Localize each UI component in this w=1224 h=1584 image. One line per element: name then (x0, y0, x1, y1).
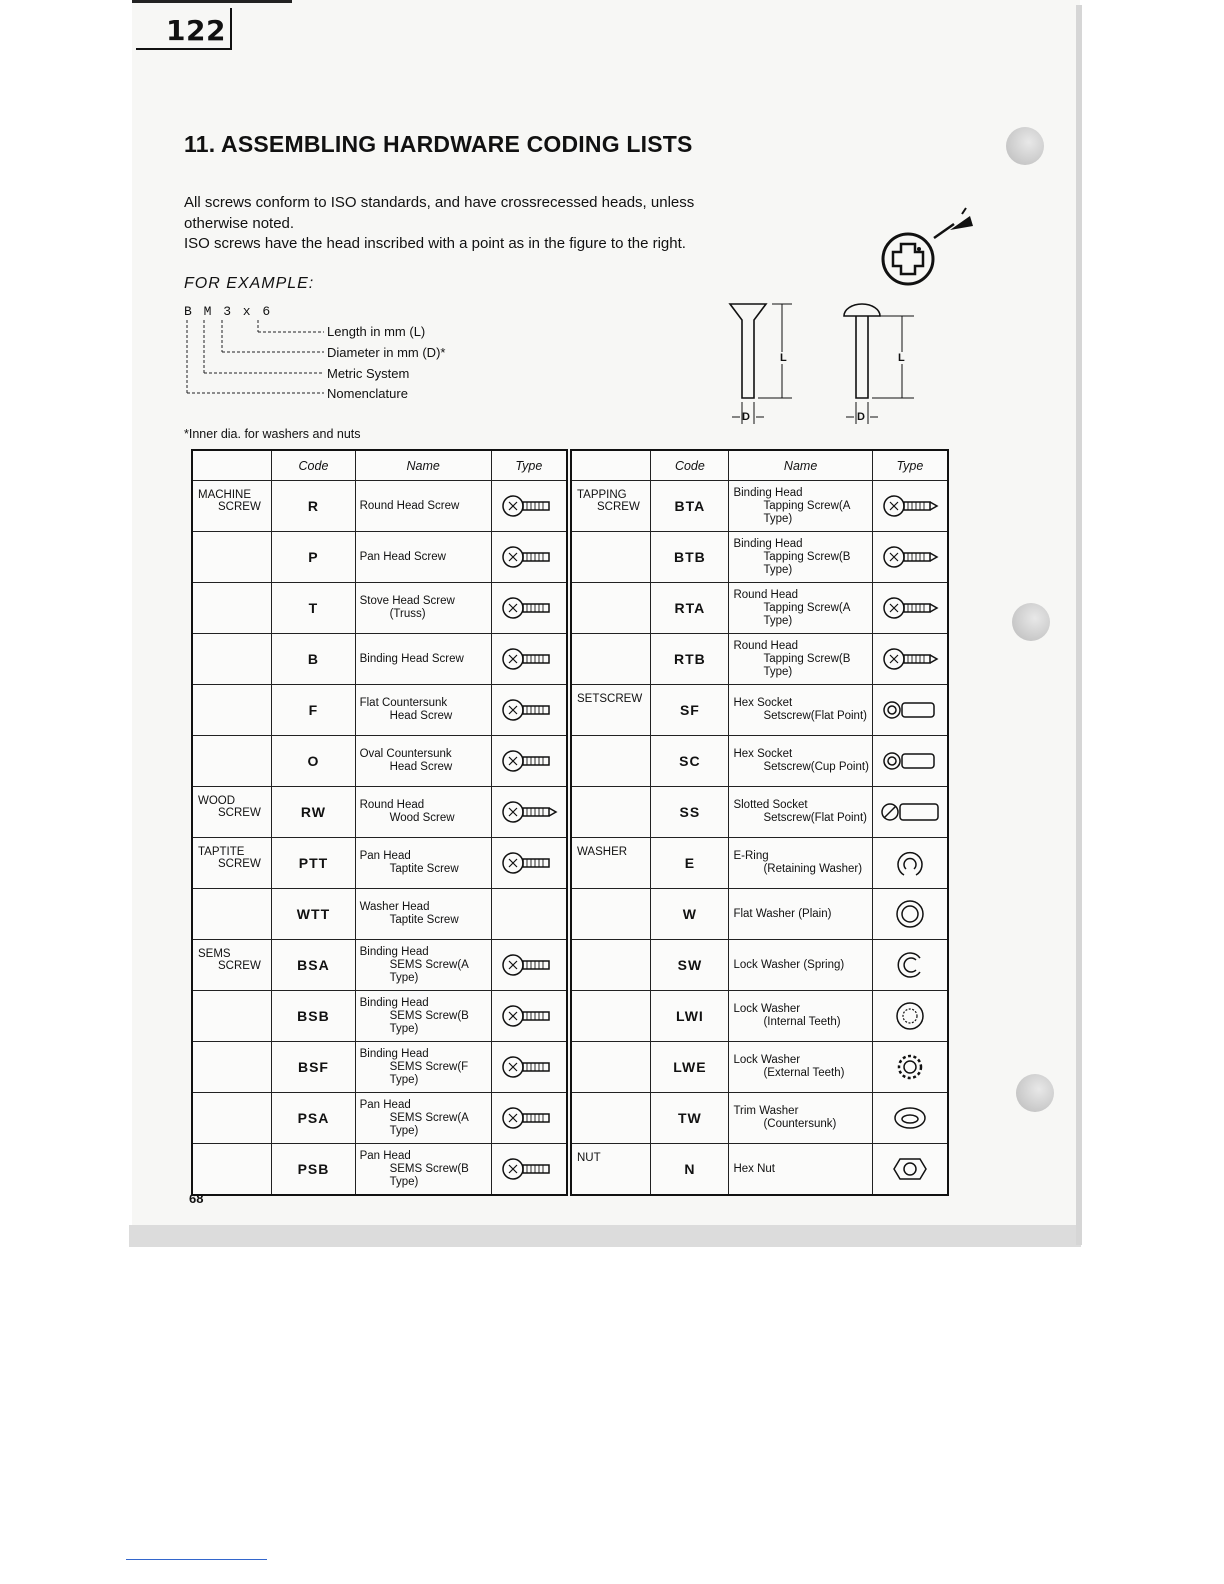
code-cell: W (651, 889, 729, 940)
table-row (571, 940, 948, 991)
hex-nut-icon (882, 1153, 938, 1185)
name-cell (355, 481, 491, 532)
name-line: Tapping Screw(B Type) (763, 550, 851, 576)
type-cell (491, 583, 567, 634)
name-line: Setscrew(Flat Point) (763, 710, 867, 722)
code-header: Code (272, 450, 355, 481)
oval-countersunk-screw-icon (500, 748, 558, 774)
name-line: Binding Head Screw (359, 652, 464, 665)
breakdown-lines (184, 318, 334, 402)
type-cell (872, 838, 948, 889)
name-cell (355, 940, 491, 991)
name-line: Binding Head (359, 1047, 429, 1060)
type-cell (491, 991, 567, 1042)
metric-label: Metric System (327, 366, 410, 381)
name-line: (Retaining Washer) (763, 863, 863, 875)
name-line: Head Screw (389, 710, 453, 722)
category-cell (571, 940, 651, 991)
intro-line: otherwise noted. (184, 214, 295, 232)
flat-washer-icon (882, 898, 938, 930)
name-cell (729, 991, 872, 1042)
category-cell (571, 991, 651, 1042)
code-cell: LWE (651, 1042, 729, 1093)
table-row (571, 838, 948, 889)
name-cell (355, 1093, 491, 1144)
code-cell: B (272, 634, 355, 685)
type-cell (491, 1042, 567, 1093)
intro-line: All screws conform to ISO standards, and have crossrecessed heads, unless (184, 194, 695, 211)
table-row (192, 532, 567, 583)
table-row (192, 583, 567, 634)
name-line: SEMS Screw(A Type) (389, 1111, 469, 1137)
name-line: Pan Head (359, 1149, 411, 1162)
category-cell (571, 1042, 651, 1093)
e-ring-icon (882, 847, 938, 879)
tapping-screw-icon (881, 493, 939, 519)
table-row (571, 634, 948, 685)
name-cell (355, 1144, 491, 1196)
left-coding-table (191, 449, 568, 1196)
name-line: Flat Washer (Plain) (733, 907, 832, 920)
table-row (571, 1144, 948, 1196)
code-cell: WTT (272, 889, 355, 940)
table-row (192, 787, 567, 838)
name-line: Hex Nut (733, 1162, 775, 1175)
tapping-screw-icon (881, 544, 939, 570)
length-dimension-label: L (780, 352, 787, 364)
category-label: SCREW (218, 960, 261, 972)
name-line: SEMS Screw(A Type) (389, 958, 469, 984)
sems-screw-icon (500, 1105, 558, 1131)
code-cell: SW (651, 940, 729, 991)
section-title: 11. ASSEMBLING HARDWARE CODING LISTS (184, 131, 693, 157)
name-cell (729, 1144, 872, 1196)
category-cell (571, 1144, 651, 1196)
length-label: Length in mm (L) (327, 324, 426, 339)
code-cell: O (272, 736, 355, 787)
type-cell (872, 1144, 948, 1196)
binder-hole-icon (1006, 127, 1044, 165)
hex-socket-setscrew-icon (882, 697, 938, 723)
name-cell (729, 736, 872, 787)
example-code: B M 3 x 6 (184, 304, 273, 319)
internal-teeth-washer-icon (882, 1000, 938, 1032)
category-cell (571, 787, 651, 838)
category-cell (192, 481, 272, 532)
name-line: Pan Head Screw (359, 550, 446, 563)
slotted-setscrew-icon (880, 799, 940, 825)
category-cell (192, 1144, 272, 1196)
type-header: Type (872, 450, 948, 481)
code-cell: F (272, 685, 355, 736)
name-cell (355, 838, 491, 889)
category-label: TAPTITE (198, 846, 245, 858)
name-line: Setscrew(Flat Point) (763, 812, 867, 824)
type-cell (872, 532, 948, 583)
category-label: WOOD (198, 795, 236, 807)
category-cell (192, 787, 272, 838)
name-line: Tapping Screw(A Type) (763, 601, 850, 627)
binder-hole-icon (1012, 603, 1050, 641)
name-line: Round Head Screw (359, 499, 460, 512)
table-row (192, 991, 567, 1042)
pan-head-screw-icon (500, 544, 558, 570)
name-cell (355, 787, 491, 838)
type-cell (872, 787, 948, 838)
code-cell: N (651, 1144, 729, 1196)
code-cell: P (272, 532, 355, 583)
category-cell (571, 532, 651, 583)
code-cell: BSB (272, 991, 355, 1042)
name-line: Wood Screw (389, 812, 455, 824)
name-line: Slotted Socket (733, 799, 808, 811)
code-cell: T (272, 583, 355, 634)
type-cell (491, 532, 567, 583)
category-cell (192, 940, 272, 991)
name-cell (729, 787, 872, 838)
intro-text (184, 193, 784, 255)
code-cell: BTA (651, 481, 729, 532)
code-cell: RW (272, 787, 355, 838)
tapping-screw-icon (881, 595, 939, 621)
name-line: (Truss) (389, 608, 426, 620)
type-cell (491, 940, 567, 991)
name-header: Name (729, 450, 872, 481)
bottom-rule (126, 1559, 267, 1560)
type-cell (872, 481, 948, 532)
type-cell (491, 481, 567, 532)
table-row (571, 532, 948, 583)
category-cell (192, 1093, 272, 1144)
code-cell: BSF (272, 1042, 355, 1093)
type-cell (872, 991, 948, 1042)
table-row (192, 1042, 567, 1093)
binder-hole-icon (1016, 1074, 1054, 1112)
sems-screw-icon (500, 952, 558, 978)
name-line: Head Screw (389, 761, 453, 773)
name-cell (729, 634, 872, 685)
type-cell (491, 787, 567, 838)
code-cell: BTB (651, 532, 729, 583)
sems-screw-icon (500, 1003, 558, 1029)
table-row (192, 940, 567, 991)
category-label: SCREW (597, 501, 640, 513)
table-row (571, 889, 948, 940)
top-rule (132, 0, 292, 3)
category-header (192, 450, 272, 481)
name-cell (729, 481, 872, 532)
name-line: Round Head (733, 639, 799, 652)
stove-head-screw-icon (500, 595, 558, 621)
type-cell (872, 634, 948, 685)
table-row (571, 583, 948, 634)
name-cell (729, 1042, 872, 1093)
name-cell (729, 685, 872, 736)
type-cell (491, 1093, 567, 1144)
name-cell (355, 634, 491, 685)
type-cell (872, 685, 948, 736)
code-cell: SF (651, 685, 729, 736)
name-line: Tapping Screw(A Type) (763, 499, 850, 525)
name-line: Round Head (359, 799, 425, 811)
type-cell (872, 736, 948, 787)
length-dimension-label: L (898, 352, 905, 364)
intro-line: ISO screws have the head inscribed with a point as in the figure to the right. (184, 235, 686, 252)
category-cell (192, 532, 272, 583)
name-line: Pan Head (359, 1098, 411, 1111)
type-cell (491, 1144, 567, 1196)
name-line: Binding Head (359, 996, 429, 1009)
type-cell (491, 736, 567, 787)
name-line: Binding Head (733, 537, 803, 550)
name-line: SEMS Screw(B Type) (389, 1162, 469, 1188)
name-cell (729, 889, 872, 940)
category-cell (192, 991, 272, 1042)
category-label: SCREW (218, 858, 261, 870)
type-cell (491, 889, 567, 940)
category-cell (571, 685, 651, 736)
category-header (571, 450, 651, 481)
page-shadow (129, 1225, 1081, 1247)
code-cell: E (651, 838, 729, 889)
name-line: Taptite Screw (389, 914, 459, 926)
table-row (192, 481, 567, 532)
right-coding-table (570, 449, 949, 1196)
name-cell (355, 532, 491, 583)
category-cell (571, 1093, 651, 1144)
table-row (192, 889, 567, 940)
sems-screw-icon (500, 1156, 558, 1182)
type-cell (491, 634, 567, 685)
table-row (571, 736, 948, 787)
name-line: Hex Socket (733, 748, 793, 760)
name-cell (355, 1042, 491, 1093)
name-line: Binding Head (359, 945, 429, 958)
sems-screw-icon (500, 1054, 558, 1080)
table-row (192, 685, 567, 736)
code-header: Code (651, 450, 729, 481)
table-row (571, 991, 948, 1042)
category-cell (192, 634, 272, 685)
type-header: Type (491, 450, 567, 481)
washer-head-taptite-icon (501, 898, 557, 930)
external-teeth-washer-icon (882, 1051, 938, 1083)
category-label: TAPPING (577, 489, 627, 501)
name-line: (External Teeth) (763, 1067, 845, 1079)
pan-head-taptite-icon (500, 850, 558, 876)
category-cell (192, 583, 272, 634)
table-row (571, 787, 948, 838)
type-cell (872, 940, 948, 991)
name-cell (729, 838, 872, 889)
name-cell (355, 736, 491, 787)
name-line: Setscrew(Cup Point) (763, 761, 869, 773)
name-line: Lock Washer (Spring) (733, 958, 845, 971)
type-cell (491, 685, 567, 736)
name-line: Flat Countersunk (359, 697, 448, 709)
name-line: Lock Washer (733, 1003, 801, 1015)
type-cell (872, 889, 948, 940)
name-line: SEMS Screw(B Type) (389, 1009, 469, 1035)
flat-countersunk-screw-icon (500, 697, 558, 723)
table-row (571, 1042, 948, 1093)
name-line: Hex Socket (733, 697, 793, 709)
code-cell: PSB (272, 1144, 355, 1196)
name-line: Lock Washer (733, 1054, 801, 1066)
name-header: Name (355, 450, 491, 481)
name-line: Trim Washer (733, 1105, 799, 1117)
name-line: Pan Head (359, 850, 411, 862)
screw-dimension-figure (722, 298, 922, 428)
name-line: (Internal Teeth) (763, 1016, 841, 1028)
footnote: *Inner dia. for washers and nuts (184, 427, 361, 441)
name-cell (355, 583, 491, 634)
category-cell (192, 838, 272, 889)
diameter-dimension-label: D (857, 411, 865, 423)
name-cell (355, 889, 491, 940)
code-cell: SC (651, 736, 729, 787)
trim-washer-icon (882, 1102, 938, 1134)
name-line: Binding Head (733, 486, 803, 499)
category-cell (571, 736, 651, 787)
footer-page-number: 68 (189, 1191, 204, 1206)
name-line: (Countersunk) (763, 1118, 837, 1130)
name-line: E-Ring (733, 850, 769, 862)
table-row (571, 1093, 948, 1144)
nomenclature-label: Nomenclature (327, 386, 408, 401)
code-cell: RTA (651, 583, 729, 634)
name-cell (729, 940, 872, 991)
category-cell (571, 583, 651, 634)
type-cell (872, 1042, 948, 1093)
table-row (192, 1144, 567, 1196)
diameter-dimension-label: D (742, 411, 750, 423)
category-cell (571, 838, 651, 889)
category-label: MACHINE (198, 489, 252, 501)
code-cell: LWI (651, 991, 729, 1042)
binding-head-screw-icon (500, 646, 558, 672)
name-cell (355, 991, 491, 1042)
table-row (571, 481, 948, 532)
name-line: Tapping Screw(B Type) (763, 652, 851, 678)
table-row (192, 634, 567, 685)
table-row (192, 1093, 567, 1144)
code-cell: R (272, 481, 355, 532)
name-cell (355, 685, 491, 736)
table-row (192, 736, 567, 787)
name-line: Washer Head (359, 901, 430, 913)
name-cell (729, 583, 872, 634)
code-cell: TW (651, 1093, 729, 1144)
type-cell (872, 1093, 948, 1144)
code-cell: PTT (272, 838, 355, 889)
category-cell (571, 481, 651, 532)
category-cell (192, 889, 272, 940)
category-cell (192, 736, 272, 787)
tapping-screw-icon (881, 646, 939, 672)
category-label: SCREW (218, 807, 261, 819)
iso-screw-head-icon (876, 204, 980, 288)
category-label: NUT (577, 1152, 601, 1164)
category-label: SETSCREW (577, 693, 643, 705)
name-line: Taptite Screw (389, 863, 459, 875)
name-line: Round Head (733, 588, 799, 601)
name-cell (729, 1093, 872, 1144)
diameter-label: Diameter in mm (D)* (327, 345, 446, 360)
spring-washer-icon (882, 949, 938, 981)
category-label: SEMS (198, 948, 231, 960)
name-line: Stove Head Screw (359, 595, 455, 607)
category-cell (192, 1042, 272, 1093)
code-cell: BSA (272, 940, 355, 991)
category-label: SCREW (218, 501, 261, 513)
example-heading: FOR EXAMPLE: (184, 275, 315, 292)
category-cell (192, 685, 272, 736)
name-line: Oval Countersunk (359, 748, 452, 760)
code-cell: SS (651, 787, 729, 838)
table-row (571, 685, 948, 736)
code-cell: PSA (272, 1093, 355, 1144)
code-cell: RTB (651, 634, 729, 685)
type-cell (872, 583, 948, 634)
wood-screw-icon (500, 799, 558, 825)
category-label: WASHER (577, 846, 628, 858)
category-cell (571, 889, 651, 940)
name-line: SEMS Screw(F Type) (389, 1060, 469, 1086)
page-edge (1076, 5, 1082, 1245)
hex-socket-setscrew-icon (882, 748, 938, 774)
round-head-screw-icon (500, 493, 558, 519)
page-number: 122 (166, 14, 226, 47)
table-row (192, 838, 567, 889)
type-cell (491, 838, 567, 889)
name-cell (729, 532, 872, 583)
category-cell (571, 634, 651, 685)
